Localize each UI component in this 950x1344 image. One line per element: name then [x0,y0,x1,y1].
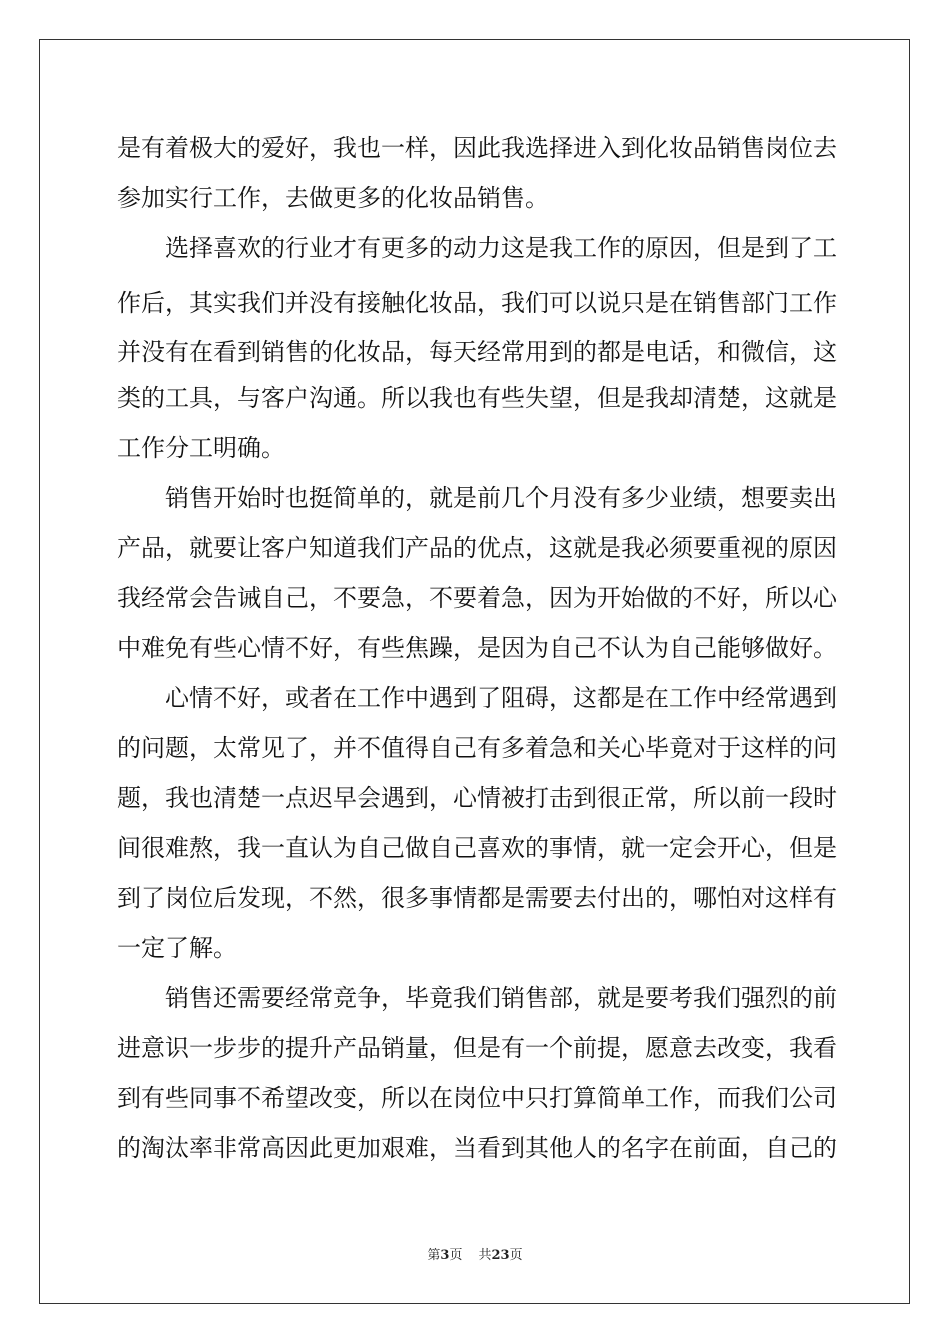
text-line: 销售还需要经常竞争，毕竟我们销售部，就是要考我们强烈的前 [117,984,837,1012]
text-line: 的淘汰率非常高因此更加艰难，当看到其他人的名字在前面，自己的 [117,1134,837,1162]
text-line: 是有着极大的爱好，我也一样，因此我选择进入到化妆品销售岗位去 [117,134,837,162]
text-line: 的问题，太常见了，并不值得自己有多着急和关心毕竟对于这样的问 [117,734,837,762]
text-line: 中难免有些心情不好，有些焦躁，是因为自己不认为自己能够做好。 [117,634,837,662]
text-line: 工作分工明确。 [117,434,285,462]
text-line: 我经常会告诫自己，不要急，不要着急，因为开始做的不好，所以心 [117,584,837,612]
total-prefix: 共 [478,1248,492,1263]
text-line: 作后，其实我们并没有接触化妆品，我们可以说只是在销售部门工作 [117,289,837,317]
text-line: 销售开始时也挺简单的，就是前几个月没有多少业绩，想要卖出 [117,484,837,512]
text-line: 心情不好，或者在工作中遇到了阻碍，这都是在工作中经常遇到 [117,684,837,712]
total-suffix: 页 [509,1248,523,1263]
page-footer [0,1248,950,1264]
text-line: 一定了解。 [117,934,237,962]
text-line: 到有些同事不希望改变，所以在岗位中只打算简单工作，而我们公司 [117,1084,837,1112]
text-line: 题，我也清楚一点迟早会遇到，心情被打击到很正常，所以前一段时 [117,784,837,812]
text-line: 参加实行工作，去做更多的化妆品销售。 [117,184,549,212]
text-line: 类的工具，与客户沟通。所以我也有些失望，但是我却清楚，这就是 [117,384,837,412]
page-border [39,39,910,1304]
text-line: 间很难熬，我一直认为自己做自己喜欢的事情，就一定会开心，但是 [117,834,837,862]
page-prefix: 第 [427,1248,441,1263]
text-line: 并没有在看到销售的化妆品，每天经常用到的都是电话，和微信，这 [117,338,837,366]
text-line: 产品，就要让客户知道我们产品的优点，这就是我必须要重视的原因 [117,534,837,562]
text-line: 到了岗位后发现，不然，很多事情都是需要去付出的，哪怕对这样有 [117,884,837,912]
total-pages: 23 [491,1248,510,1263]
text-line: 进意识一步步的提升产品销量，但是有一个前提，愿意去改变，我看 [117,1034,837,1062]
page-suffix: 页 [449,1248,463,1263]
text-line: 选择喜欢的行业才有更多的动力这是我工作的原因，但是到了工 [117,234,837,262]
page-number: 3 [440,1248,450,1263]
